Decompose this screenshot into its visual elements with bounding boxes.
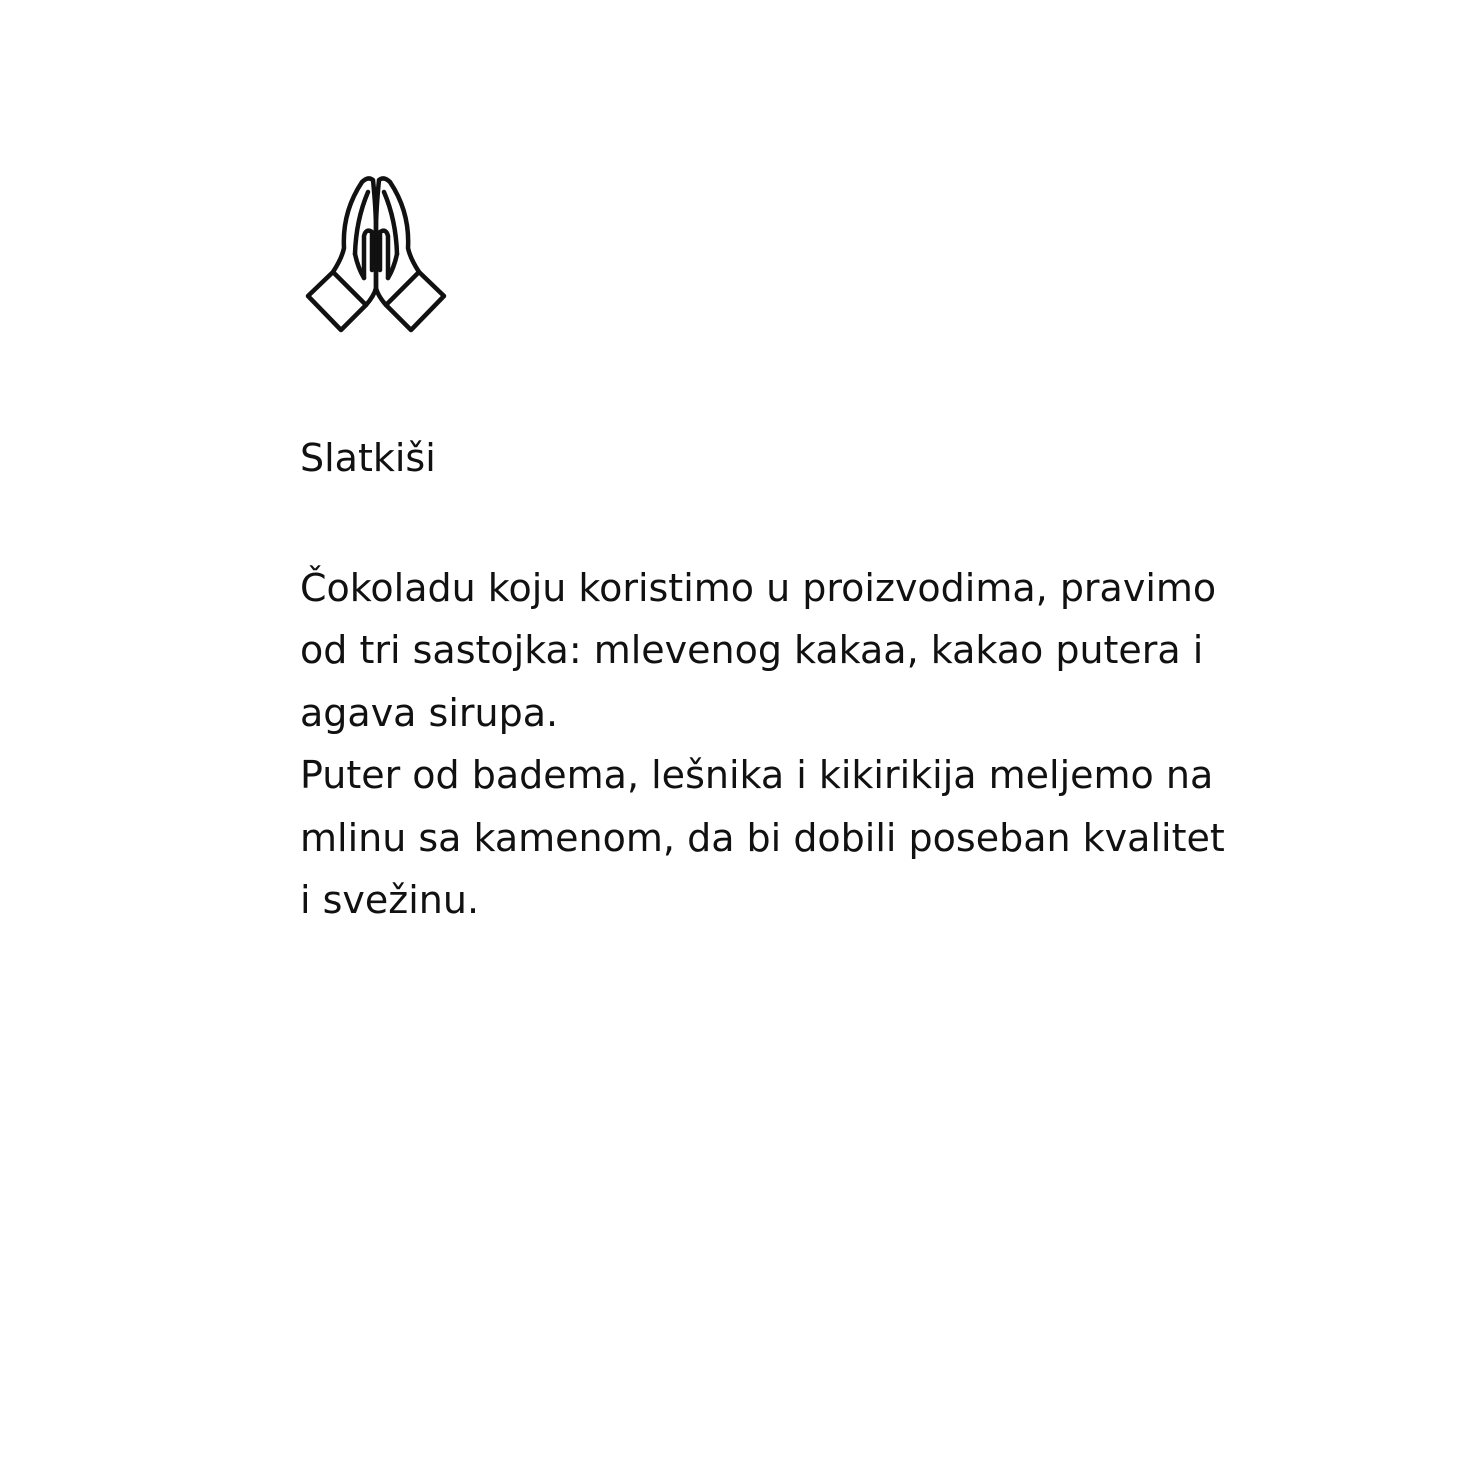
paragraph-line: mlinu sa kamenom, da bi dobili poseban kvalitet: [300, 815, 1225, 860]
paragraph-line: agava sirupa.: [300, 690, 559, 735]
paragraph-line: od tri sastojka: mlevenog kakaa, kakao putera i: [300, 628, 1204, 673]
paragraph-line: Puter od badema, lešnika i kikirikija meljemo na: [300, 753, 1214, 798]
paragraph-line: i svežinu.: [300, 878, 480, 923]
description-paragraph: [300, 557, 1350, 931]
paragraph-line: Čokoladu koju koristimo u proizvodima, pravimo: [300, 566, 1217, 610]
page-title: Slatkiši: [300, 436, 436, 480]
praying-hands-icon: [298, 170, 458, 342]
